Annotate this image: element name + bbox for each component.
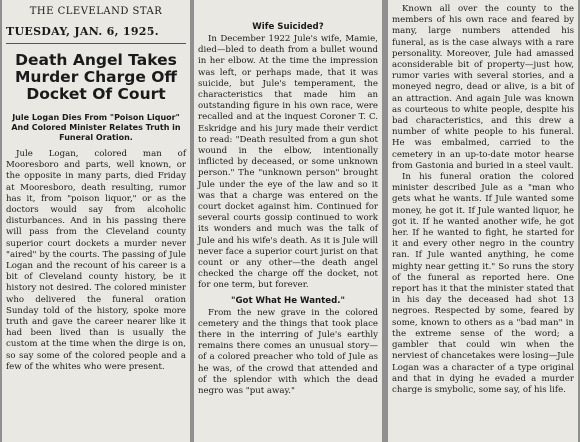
column-3 — [388, 0, 578, 442]
article-body-5: In his funeral oration the colored minister described Jule as a "man who gets what he wants. If Jule wanted some money, he got it. If Jule wanted liquor, he got it. If he wanted another wife, he got her. If he wanted to fight, he started for it and every other negro in the country ran. If Jule wanted anything, he come mighty near getting it." So runs the story of the funeral as reported here. One report has it that the minister stated that in his day the deceased had shot 13 negroes. Respected by some, feared by some, known to others as a "bad man" in the extreme sense of the word; a gambler that could win when the nerviest of chancetakes were losing—Jule Logan was a character of a type original and that in dying he evaded a murder charge is smybolic, some say, of his life. — [392, 172, 574, 395]
article-body-3: From the new grave in the colored cemetery and the things that took place there in the interring of Jule's earthly remains there comes an unusual story—of a colored preacher who told of Jule as he was, of the crowd that attended and of the splendor with which the dead negro was "put away." — [198, 307, 378, 397]
column-1 — [2, 0, 190, 442]
article-body-2: In December 1922 Jule's wife, Mamie, died—bled to death from a bullet wound in her elbow. At the time the impression was left, or perhaps made, that it was suicide, but Jule's temperament, the characteristics that made him an outstanding figure in his own race, were recalled and at the inquest Coroner T. C. Eskridge and his jury made their verdict to read: "Death resulted from a gun shot wound in the elbow, intentionally inflicted by deceased, or some unknown person." The "unknown person" brought Jule under the eye of the law and so it was that a charge was entered on the court docket against him. Continued for several courts gossip continued to work its wonders and much was the talk of Jule and his wife's death. As it is Jule will never face a superior court jurist on that count or any other—the death angel checked the charge off the docket, not for one term, but forever. — [198, 34, 378, 291]
section-heading-got-what-he-wanted: "Got What He Wanted." — [231, 295, 345, 306]
headline: Death Angel Takes Murder Charge Off Docket Of Court — [14, 51, 177, 103]
dateline: TUESDAY, JAN. 6, 1925. — [6, 25, 186, 44]
newspaper-masthead: THE CLEVELAND STAR — [29, 6, 163, 17]
subheadline: Jule Logan Dies From "Poison Liquor" And Colored Minister Relates Truth in Funeral Oration. — [11, 113, 181, 142]
section-heading-wife-suicided: Wife Suicided? — [252, 22, 324, 32]
article-body-4: Known all over the county to the members of his own race and feared by many, large numbers attended his funeral, as is the case always with a rare personality. Moreover, Jule had amassed aconsiderable bit of property—just how, rumor varies with several stories, and a moneyed negro, dead or alive, is a bit of an attraction. And again Jule was known as courteous to white people, despite his bad characteristics, and this drew a number of white people to his funeral. He was embalmed, carried to the cemetery in an up-to-date motor hearse from Gastonia and buried in a steel vault. — [392, 4, 574, 171]
article-body-1: Jule Logan, colored man of Mooresboro and parts, well known, or the opposite in many parts, died Friday at Mooresboro, death resulting, rumor has it, from "poison liquor," or as the doctors would say from alcoholic disturbances. And in his passing there will pass from the Cleveland county superior court dockets a murder never "aired" by the courts. The passing of Jule Logan and the recount of his career is a bit of Cleveland county history, be it history not desired. The colored minister who delivered the funeral oration Sunday told of the history, spoke more truth and gave the career nearer like it had been lived than is usually the custom at the time when the dirge is on, so say some of the colored people and a few of the whites who were present. — [6, 149, 186, 372]
column-2 — [194, 0, 382, 442]
